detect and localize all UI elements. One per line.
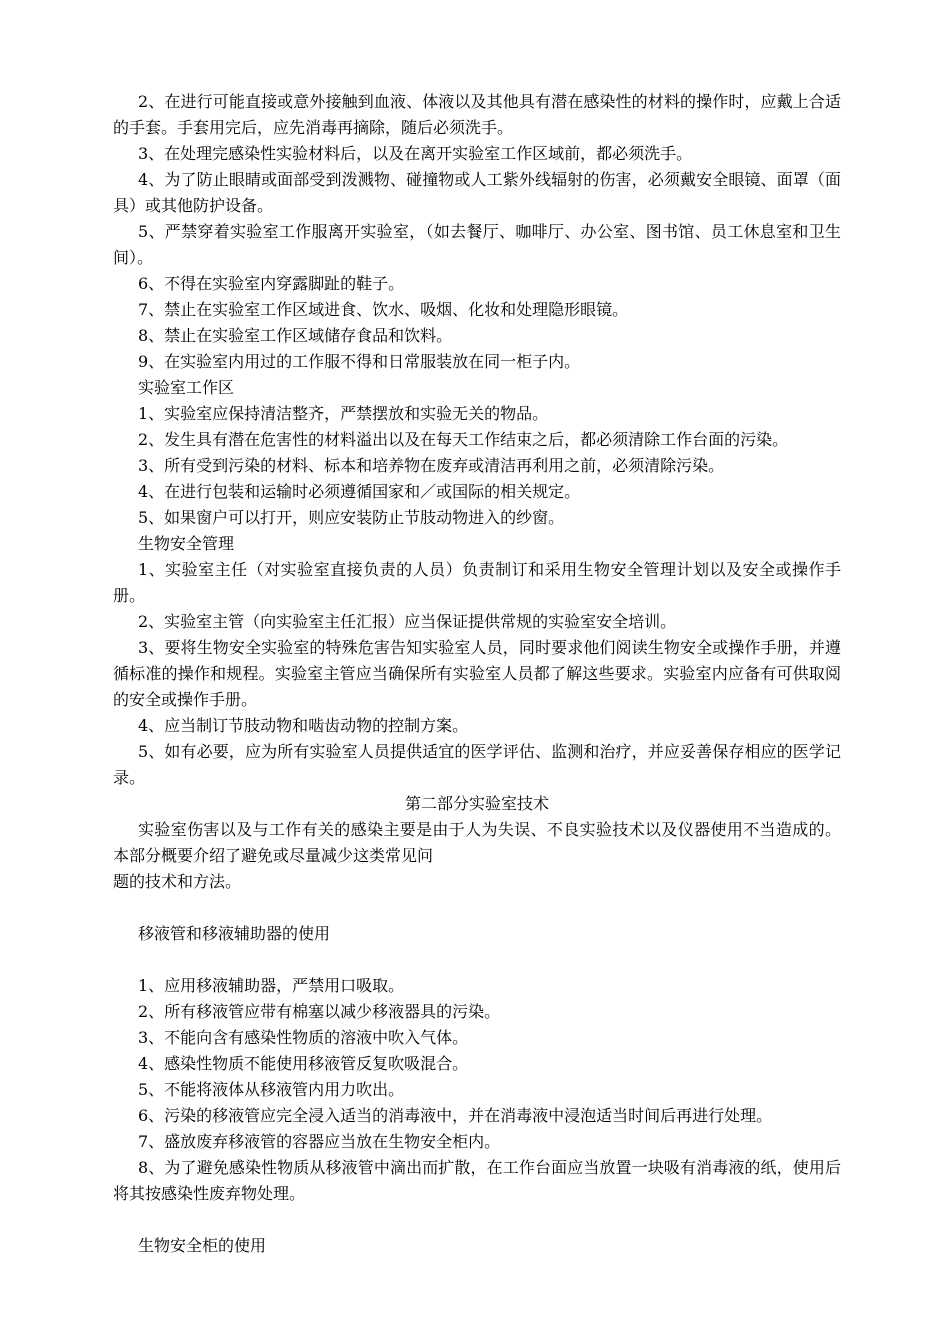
paragraph: 4、应当制订节肢动物和啮齿动物的控制方案。 — [138, 716, 469, 735]
paragraph: 3、所有受到污染的材料、标本和培养物在废弃或清洁再利用之前，必须清除污染。 — [138, 456, 725, 475]
paragraph: 2、在进行可能直接或意外接触到血液、体液以及其他具有潜在感染性的材料的操作时，应戴上合适的手套。手套用完后，应先消毒再摘除，随后必须洗手。 — [113, 92, 841, 137]
blank-line — [113, 1207, 841, 1233]
section-heading: 第二部分实验室技术 — [404, 794, 549, 813]
paragraph: 3、在处理完感染性实验材料后，以及在离开实验室工作区域前，都必须洗手。 — [138, 144, 693, 163]
paragraph: 移液管和移液辅助器的使用 — [138, 924, 331, 943]
paragraph: 6、污染的移液管应完全浸入适当的消毒液中，并在消毒液中浸泡适当时间后再进行处理。 — [138, 1106, 773, 1125]
paragraph: 题的技术和方法。 — [113, 872, 242, 891]
paragraph: 6、不得在实验室内穿露脚趾的鞋子。 — [138, 274, 405, 293]
paragraph: 2、所有移液管应带有棉塞以减少移液器具的污染。 — [138, 1002, 501, 1021]
paragraph: 3、要将生物安全实验室的特殊危害告知实验室人员，同时要求他们阅读生物安全或操作手册，并遵循标准的操作和规程。实验室主管应当确保所有实验室人员都了解这些要求。实验室内应备有可供取阅的安全或操作手册。 — [113, 638, 841, 709]
paragraph: 1、实验室应保持清洁整齐，严禁摆放和实验无关的物品。 — [138, 404, 549, 423]
document-page — [113, 89, 841, 1259]
paragraph: 生物安全管理 — [138, 534, 235, 553]
paragraph: 7、盛放废弃移液管的容器应当放在生物安全柜内。 — [138, 1132, 501, 1151]
paragraph: 5、不能将液体从移液管内用力吹出。 — [138, 1080, 405, 1099]
paragraph: 4、为了防止眼睛或面部受到泼溅物、碰撞物或人工紫外线辐射的伤害，必须戴安全眼镜、面罩（面具）或其他防护设备。 — [113, 170, 841, 215]
paragraph: 1、应用移液辅助器，严禁用口吸取。 — [138, 976, 405, 995]
paragraph: 实验室伤害以及与工作有关的感染主要是由于人为失误、不良实验技术以及仪器使用不当造成的。本部分概要介绍了避免或尽量减少这类常见问 — [113, 820, 841, 865]
paragraph: 9、在实验室内用过的工作服不得和日常服装放在同一柜子内。 — [138, 352, 581, 371]
paragraph: 5、如有必要，应为所有实验室人员提供适宜的医学评估、监测和治疗，并应妥善保存相应的医学记录。 — [113, 742, 841, 787]
paragraph: 5、如果窗户可以打开，则应安装防止节肢动物进入的纱窗。 — [138, 508, 565, 527]
paragraph: 3、不能向含有感染性物质的溶液中吹入气体。 — [138, 1028, 469, 1047]
paragraph: 2、发生具有潜在危害性的材料溢出以及在每天工作结束之后，都必须清除工作台面的污染。 — [138, 430, 789, 449]
blank-line — [113, 895, 841, 921]
paragraph: 8、为了避免感染性物质从移液管中滴出而扩散，在工作台面应当放置一块吸有消毒液的纸，使用后将其按感染性废弃物处理。 — [113, 1158, 841, 1203]
paragraph: 4、在进行包装和运输时必须遵循国家和／或国际的相关规定。 — [138, 482, 581, 501]
paragraph: 5、严禁穿着实验室工作服离开实验室，（如去餐厅、咖啡厅、办公室、图书馆、员工休息室和卫生间）。 — [113, 222, 841, 267]
paragraph: 1、实验室主任（对实验室直接负责的人员）负责制订和采用生物安全管理计划以及安全或操作手册。 — [113, 560, 841, 605]
paragraph: 2、实验室主管（向实验室主任汇报）应当保证提供常规的实验室安全培训。 — [138, 612, 677, 631]
paragraph: 8、禁止在实验室工作区域储存食品和饮料。 — [138, 326, 453, 345]
paragraph: 7、禁止在实验室工作区域进食、饮水、吸烟、化妆和处理隐形眼镜。 — [138, 300, 629, 319]
paragraph: 实验室工作区 — [138, 378, 235, 397]
paragraph: 4、感染性物质不能使用移液管反复吹吸混合。 — [138, 1054, 469, 1073]
paragraph: 生物安全柜的使用 — [138, 1236, 267, 1255]
blank-line — [113, 947, 841, 973]
